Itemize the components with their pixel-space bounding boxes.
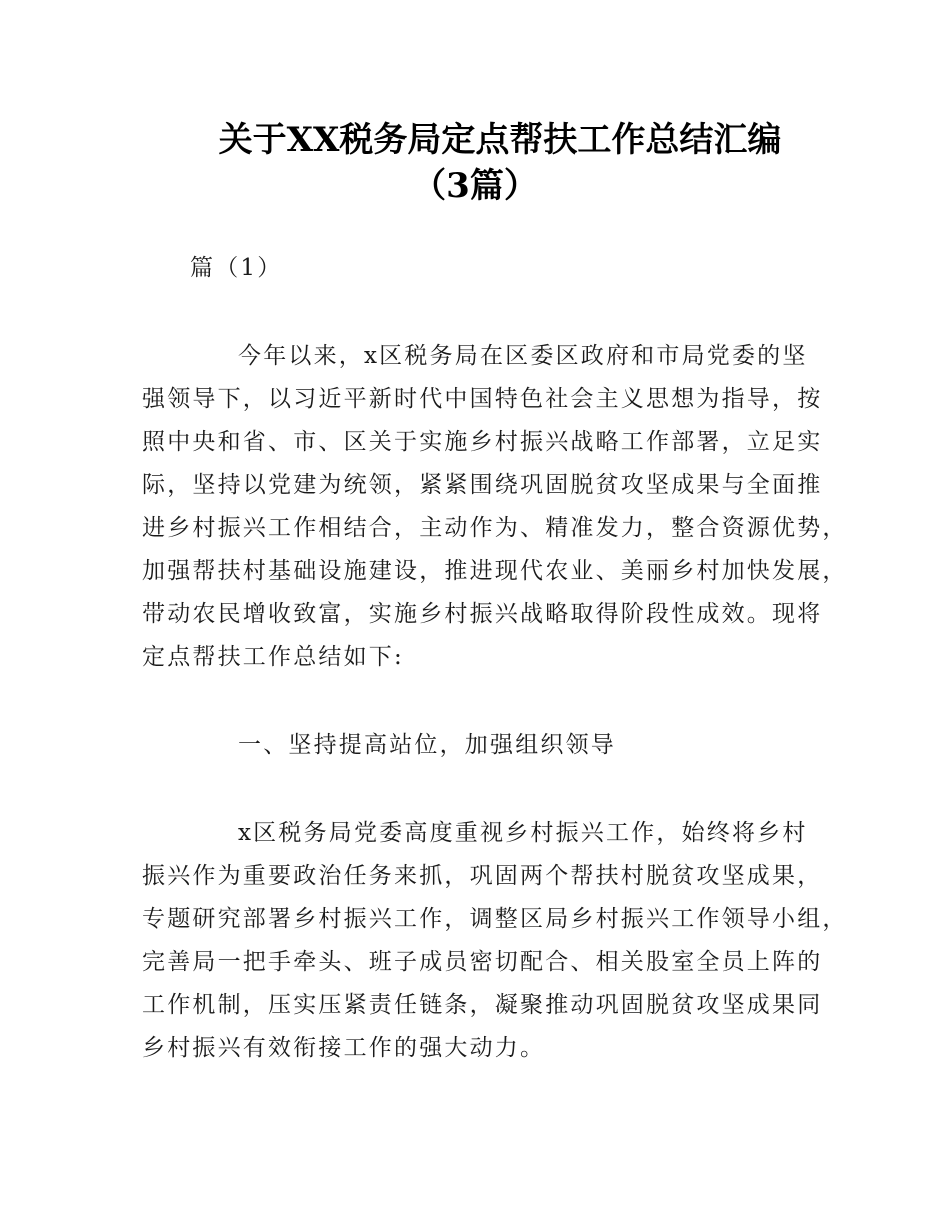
paragraph-1-line: 进乡村振兴工作相结合，主动作为、精准发力，整合资源优势， [142, 515, 848, 541]
paragraph-1-line: 照中央和省、市、区关于实施乡村振兴战略工作部署，立足实 [142, 429, 823, 455]
paragraph-2-line: 完善局一把手牵头、班子成员密切配合、相关股室全员上阵的 [142, 949, 823, 975]
paragraph-2-line: 工作机制，压实压紧责任链条，凝聚推动巩固脱贫攻坚成果同 [142, 992, 823, 1018]
paragraph-1-line: 定点帮扶工作总结如下: [142, 644, 404, 670]
paragraph-1-line: 际，坚持以党建为统领，紧紧围绕巩固脱贫攻坚成果与全面推 [142, 472, 823, 498]
paragraph-1-line: 加强帮扶村基础设施建设，推进现代农业、美丽乡村加快发展， [142, 558, 848, 584]
paragraph-1-line: 强领导下，以习近平新时代中国特色社会主义思想为指导，按 [142, 386, 823, 412]
section-label: 篇（1） [190, 255, 283, 281]
paragraph-1-line: 带动农民增收致富，实施乡村振兴战略取得阶段性成效。现将 [142, 601, 823, 627]
paragraph-2-line: 专题研究部署乡村振兴工作，调整区局乡村振兴工作领导小组， [142, 906, 848, 932]
document-title-line-2: （3篇） [412, 166, 538, 206]
paragraph-2-line: 乡村振兴有效衔接工作的强大动力。 [142, 1035, 546, 1061]
section-heading-1: 一、坚持提高站位，加强组织领导 [238, 732, 616, 758]
paragraph-2-line: 振兴作为重要政治任务来抓，巩固两个帮扶村脱贫攻坚成果， [142, 863, 823, 889]
paragraph-2-line: x区税务局党委高度重视乡村振兴工作，始终将乡村 [238, 820, 808, 846]
document-title-line-1: 关于XX税务局定点帮扶工作总结汇编 [218, 120, 782, 160]
paragraph-1-line: 今年以来，x区税务局在区委区政府和市局党委的坚 [238, 343, 808, 369]
